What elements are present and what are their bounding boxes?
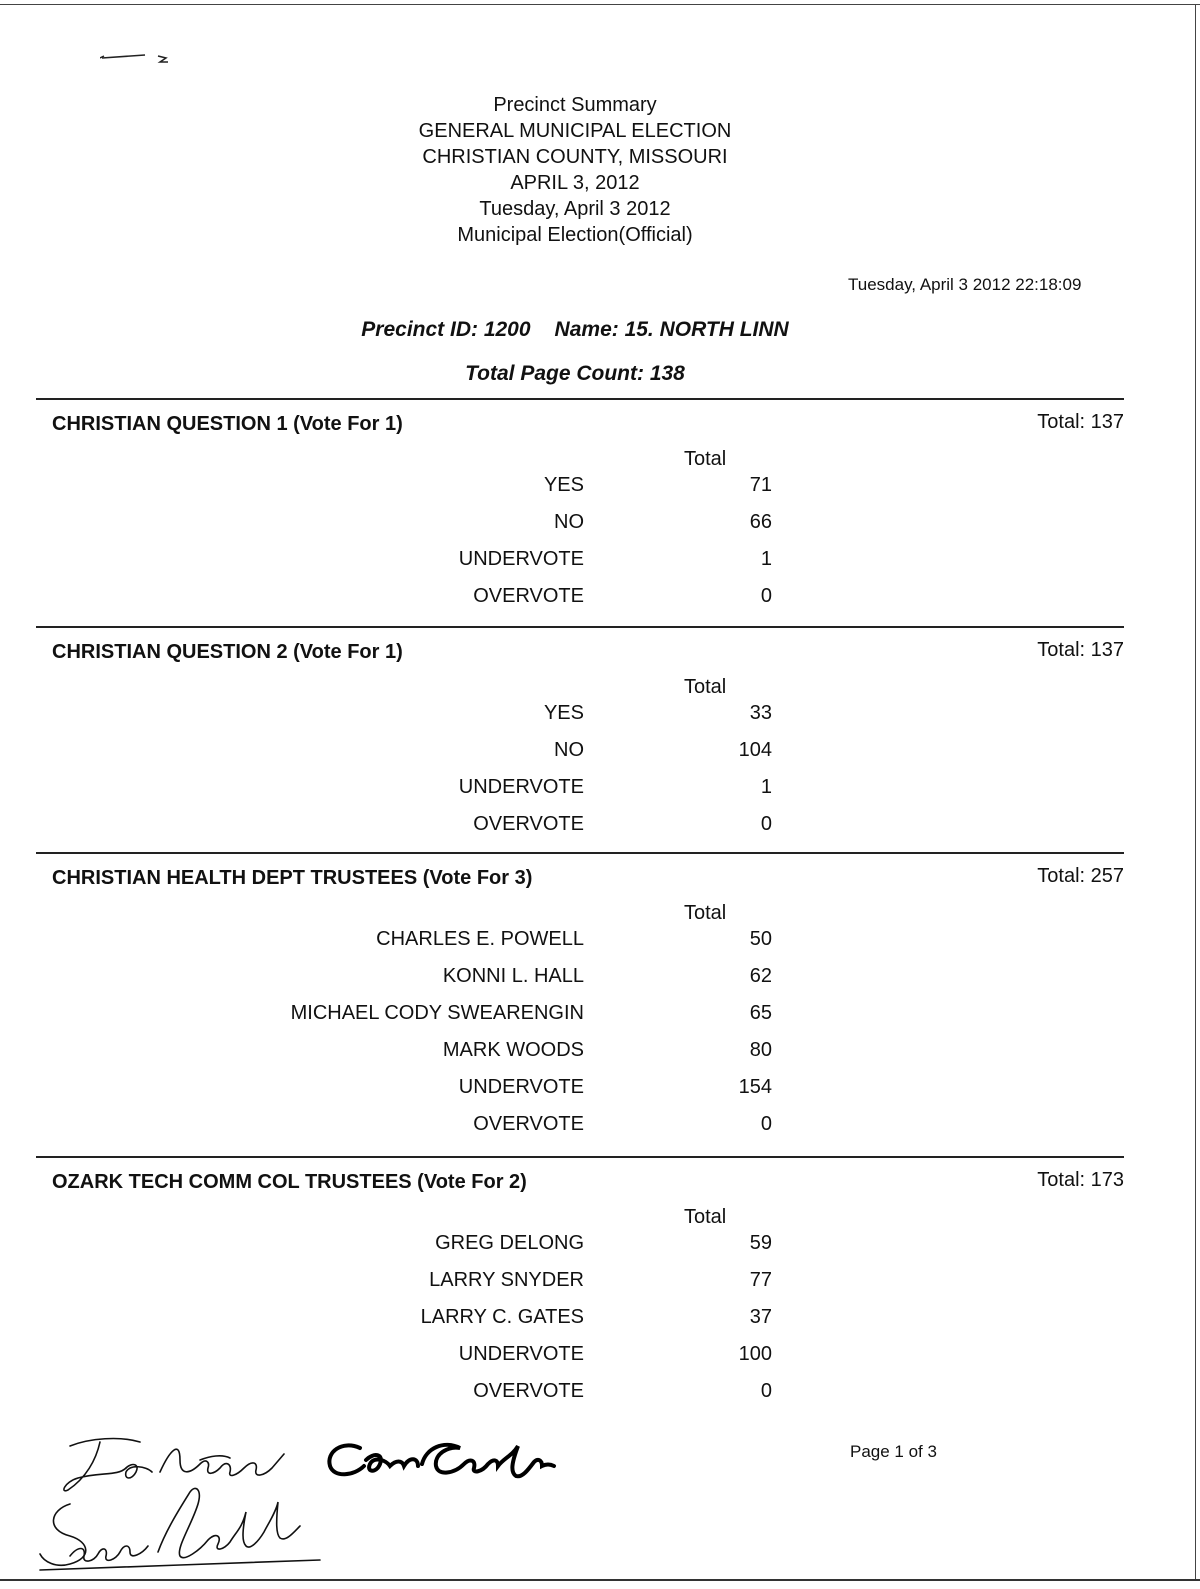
choice-label: OVERVOTE bbox=[473, 1113, 584, 1135]
choice-label: KONNI L. HALL bbox=[442, 965, 584, 987]
contest-title: CHRISTIAN HEALTH DEPT TRUSTEES (Vote For 3) bbox=[52, 867, 533, 889]
choice-label: OVERVOTE bbox=[473, 1380, 584, 1402]
result-row bbox=[36, 776, 1124, 806]
choice-label: NO bbox=[554, 739, 584, 761]
signatures-block bbox=[30, 1420, 630, 1580]
choice-votes: 37 bbox=[749, 1306, 772, 1328]
section-rule bbox=[36, 852, 1124, 854]
result-row bbox=[36, 1343, 1124, 1373]
result-row bbox=[36, 813, 1124, 843]
report-header bbox=[0, 92, 1150, 248]
choice-label: UNDERVOTE bbox=[458, 548, 584, 570]
choice-votes: 104 bbox=[738, 739, 772, 761]
choice-votes: 71 bbox=[749, 474, 772, 496]
result-row bbox=[36, 702, 1124, 732]
choice-label: LARRY C. GATES bbox=[420, 1306, 584, 1328]
contest-total: Total: 137 bbox=[1037, 639, 1124, 661]
choice-votes: 1 bbox=[760, 548, 772, 570]
page-number: Page 1 of 3 bbox=[850, 1442, 937, 1461]
contest-title: CHRISTIAN QUESTION 1 (Vote For 1) bbox=[52, 413, 403, 435]
result-row bbox=[36, 1002, 1124, 1032]
choice-label: NO bbox=[554, 511, 584, 533]
section-rule bbox=[36, 1156, 1124, 1158]
choice-votes: 77 bbox=[749, 1269, 772, 1291]
column-header-total: Total bbox=[684, 1206, 727, 1228]
choice-votes: 59 bbox=[749, 1232, 772, 1254]
choice-label: UNDERVOTE bbox=[458, 1343, 584, 1365]
column-header-total: Total bbox=[684, 676, 727, 698]
header-line: APRIL 3, 2012 bbox=[510, 172, 640, 194]
precinct-line bbox=[0, 318, 1150, 342]
total-page-count: Total Page Count: 138 bbox=[465, 362, 685, 385]
choice-votes: 1 bbox=[760, 776, 772, 798]
choice-label: LARRY SNYDER bbox=[429, 1269, 584, 1291]
choice-votes: 154 bbox=[738, 1076, 772, 1098]
column-header-total: Total bbox=[684, 902, 727, 924]
result-row bbox=[36, 585, 1124, 615]
result-row bbox=[36, 1269, 1124, 1299]
choice-votes: 0 bbox=[760, 1113, 772, 1135]
choice-label: UNDERVOTE bbox=[458, 776, 584, 798]
header-line: CHRISTIAN COUNTY, MISSOURI bbox=[422, 146, 728, 168]
result-row bbox=[36, 739, 1124, 769]
choice-label: UNDERVOTE bbox=[458, 1076, 584, 1098]
header-line: Precinct Summary bbox=[493, 94, 657, 116]
scan-mark-icon bbox=[100, 50, 180, 70]
signature-2-icon bbox=[329, 1445, 554, 1476]
header-line: Tuesday, April 3 2012 bbox=[479, 198, 671, 220]
contest-total: Total: 257 bbox=[1037, 865, 1124, 887]
choice-label: YES bbox=[543, 702, 584, 724]
result-row bbox=[36, 1076, 1124, 1106]
choice-label: GREG DELONG bbox=[435, 1232, 584, 1254]
result-row bbox=[36, 1232, 1124, 1262]
contest-title: CHRISTIAN QUESTION 2 (Vote For 1) bbox=[52, 641, 403, 663]
result-row bbox=[36, 1039, 1124, 1069]
precinct-id: Precinct ID: 1200 bbox=[361, 318, 531, 341]
section-rule bbox=[36, 626, 1124, 628]
choice-votes: 80 bbox=[749, 1039, 772, 1061]
report-timestamp: Tuesday, April 3 2012 22:18:09 bbox=[848, 275, 1082, 294]
choice-label: OVERVOTE bbox=[473, 813, 584, 835]
choice-votes: 62 bbox=[749, 965, 772, 987]
contest-total: Total: 137 bbox=[1037, 411, 1124, 433]
choice-label: OVERVOTE bbox=[473, 585, 584, 607]
header-line: Municipal Election(Official) bbox=[457, 224, 693, 246]
choice-votes: 66 bbox=[749, 511, 772, 533]
choice-votes: 0 bbox=[760, 1380, 772, 1402]
precinct-name: Name: 15. NORTH LINN bbox=[554, 318, 789, 341]
page-border-right bbox=[1195, 4, 1196, 1579]
choice-label: MICHAEL CODY SWEARENGIN bbox=[290, 1002, 584, 1024]
signature-1-icon bbox=[64, 1439, 284, 1491]
result-row bbox=[36, 474, 1124, 504]
choice-label: YES bbox=[543, 474, 584, 496]
result-row bbox=[36, 1380, 1124, 1410]
choice-votes: 100 bbox=[738, 1343, 772, 1365]
column-header-total: Total bbox=[684, 448, 727, 470]
result-row bbox=[36, 511, 1124, 541]
choice-votes: 0 bbox=[760, 585, 772, 607]
contest-title: OZARK TECH COMM COL TRUSTEES (Vote For 2) bbox=[52, 1171, 527, 1193]
choice-votes: 50 bbox=[749, 928, 772, 950]
result-row bbox=[36, 1306, 1124, 1336]
result-row bbox=[36, 548, 1124, 578]
page-border-top bbox=[0, 4, 1200, 5]
choice-label: CHARLES E. POWELL bbox=[376, 928, 584, 950]
result-row bbox=[36, 965, 1124, 995]
choice-votes: 65 bbox=[749, 1002, 772, 1024]
choice-votes: 33 bbox=[749, 702, 772, 724]
header-line: GENERAL MUNICIPAL ELECTION bbox=[418, 120, 732, 142]
signature-3-icon bbox=[40, 1488, 320, 1570]
choice-label: MARK WOODS bbox=[442, 1039, 584, 1061]
result-row bbox=[36, 928, 1124, 958]
contest-total: Total: 173 bbox=[1037, 1169, 1124, 1191]
result-row bbox=[36, 1113, 1124, 1143]
choice-votes: 0 bbox=[760, 813, 772, 835]
section-rule bbox=[36, 398, 1124, 400]
